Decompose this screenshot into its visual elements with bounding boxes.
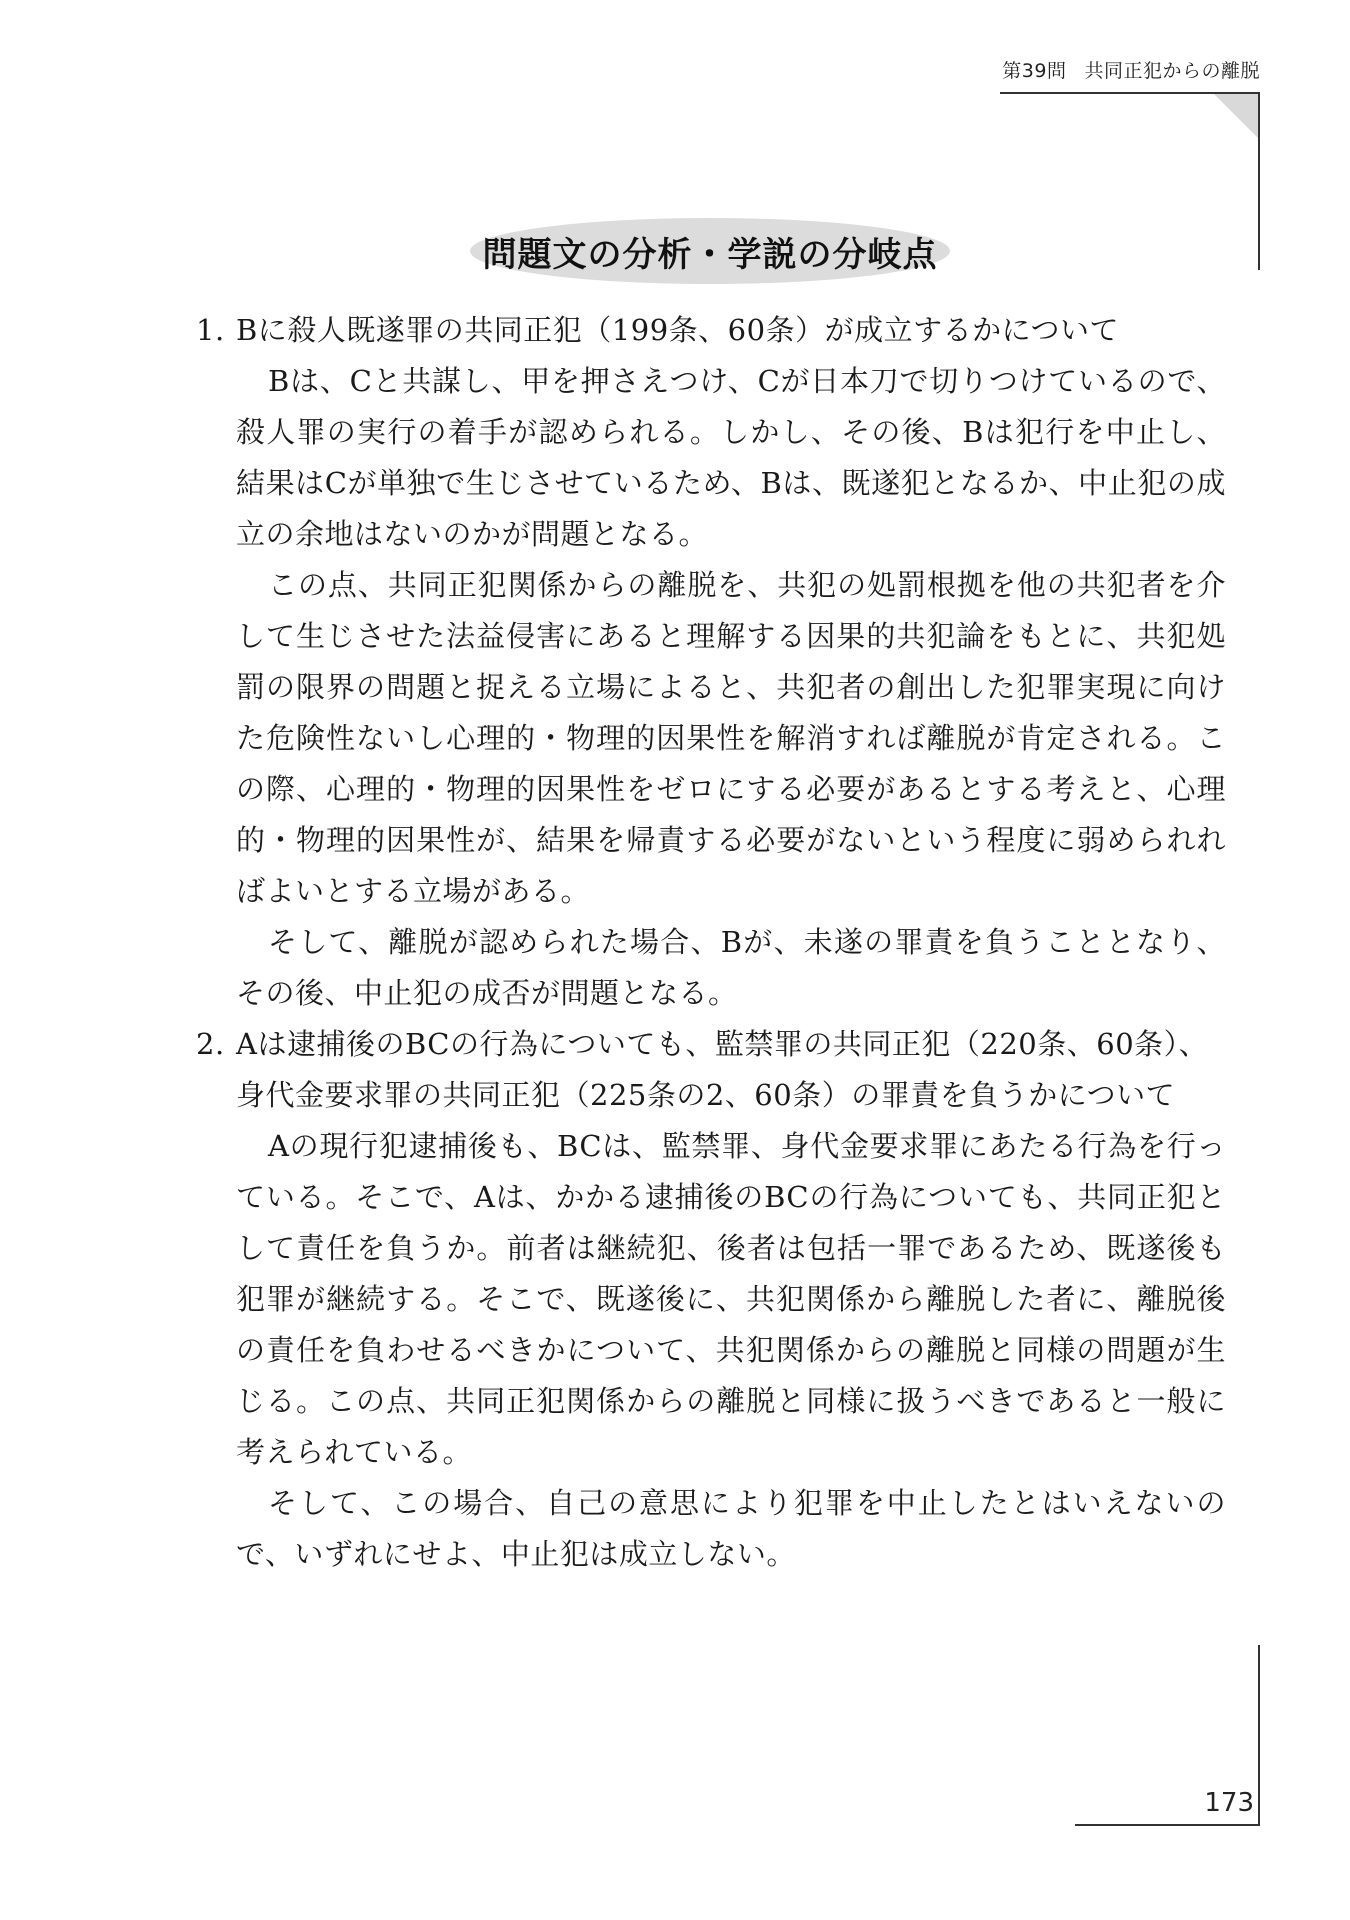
item-1 <box>196 305 1226 1019</box>
paragraph: この点、共同正犯関係からの離脱を、共犯の処罰根拠を他の共犯者を介して生じさせた法益侵害にあると理解する因果的共犯論をもとに、共犯処罰の限界の問題と捉える立場によると、共犯者の創出した犯罪実現に向けた危険性ないし心理的・物理的因果性を解消すれば離脱が肯定される。この際、心理的・物理的因果性をゼロにする必要があるとする考えと、心理的・物理的因果性が、結果を帰責する必要がないという程度に弱められればよいとする立場がある。 <box>236 568 1226 908</box>
footer-rule <box>1075 1824 1260 1826</box>
section-title-text: 問題文の分析・学説の分岐点 <box>482 234 938 275</box>
paragraph: Aの現行犯逮捕後も、BCは、監禁罪、身代金要求罪にあたる行為を行っている。そこで、Aは、かかる逮捕後のBCの行為についても、共同正犯として責任を負うか。前者は継続犯、後者は包括一罪であるため、既遂後も犯罪が継続する。そこで、既遂後に、共犯関係から離脱した者に、離脱後の責任を負わせるべきかについて、共犯関係からの離脱と同様の問題が生じる。この点、共同正犯関係からの離脱と同様に扱うべきであると一般に考えられている。 <box>236 1129 1226 1469</box>
chapter-title: 共同正犯からの離脱 <box>1084 60 1260 82</box>
page-number: 173 <box>1204 1788 1254 1818</box>
item-2 <box>196 1019 1226 1580</box>
item-heading-text: Aは逮捕後のBCの行為についても、監禁罪の共同正犯（220条、60条）、身代金要求罪の共同正犯（225条の2、60条）の罪責を負うかについて <box>236 1027 1209 1112</box>
corner-tab-decoration <box>1214 94 1260 140</box>
item-heading <box>196 1019 1226 1121</box>
paragraph: そして、この場合、自己の意思により犯罪を中止したとはいえないので、いずれにせよ、中止犯は成立しない。 <box>236 1486 1226 1571</box>
paragraph: そして、離脱が認められた場合、Bが、未遂の罪責を負うこととなり、その後、中止犯の成否が問題となる。 <box>236 925 1226 1010</box>
side-rule-bottom <box>1258 1645 1260 1825</box>
paragraph: Bは、Cと共謀し、甲を押さえつけ、Cが日本刀で切りつけているので、殺人罪の実行の着手が認められる。しかし、その後、Bは犯行を中止し、結果はCが単独で生じさせているため、Bは、既遂犯となるか、中止犯の成立の余地はないのかが問題となる。 <box>236 364 1226 551</box>
chapter-number: 第39問 <box>1002 60 1067 82</box>
running-header <box>1002 56 1260 83</box>
page-content <box>196 305 1226 1580</box>
item-number: 2. <box>196 1027 225 1061</box>
item-heading-text: Bに殺人既遂罪の共同正犯（199条、60条）が成立するかについて <box>236 313 1119 347</box>
item-heading <box>196 305 1226 356</box>
side-rule-top <box>1258 94 1260 270</box>
section-title <box>470 218 950 284</box>
item-number: 1. <box>196 313 225 347</box>
